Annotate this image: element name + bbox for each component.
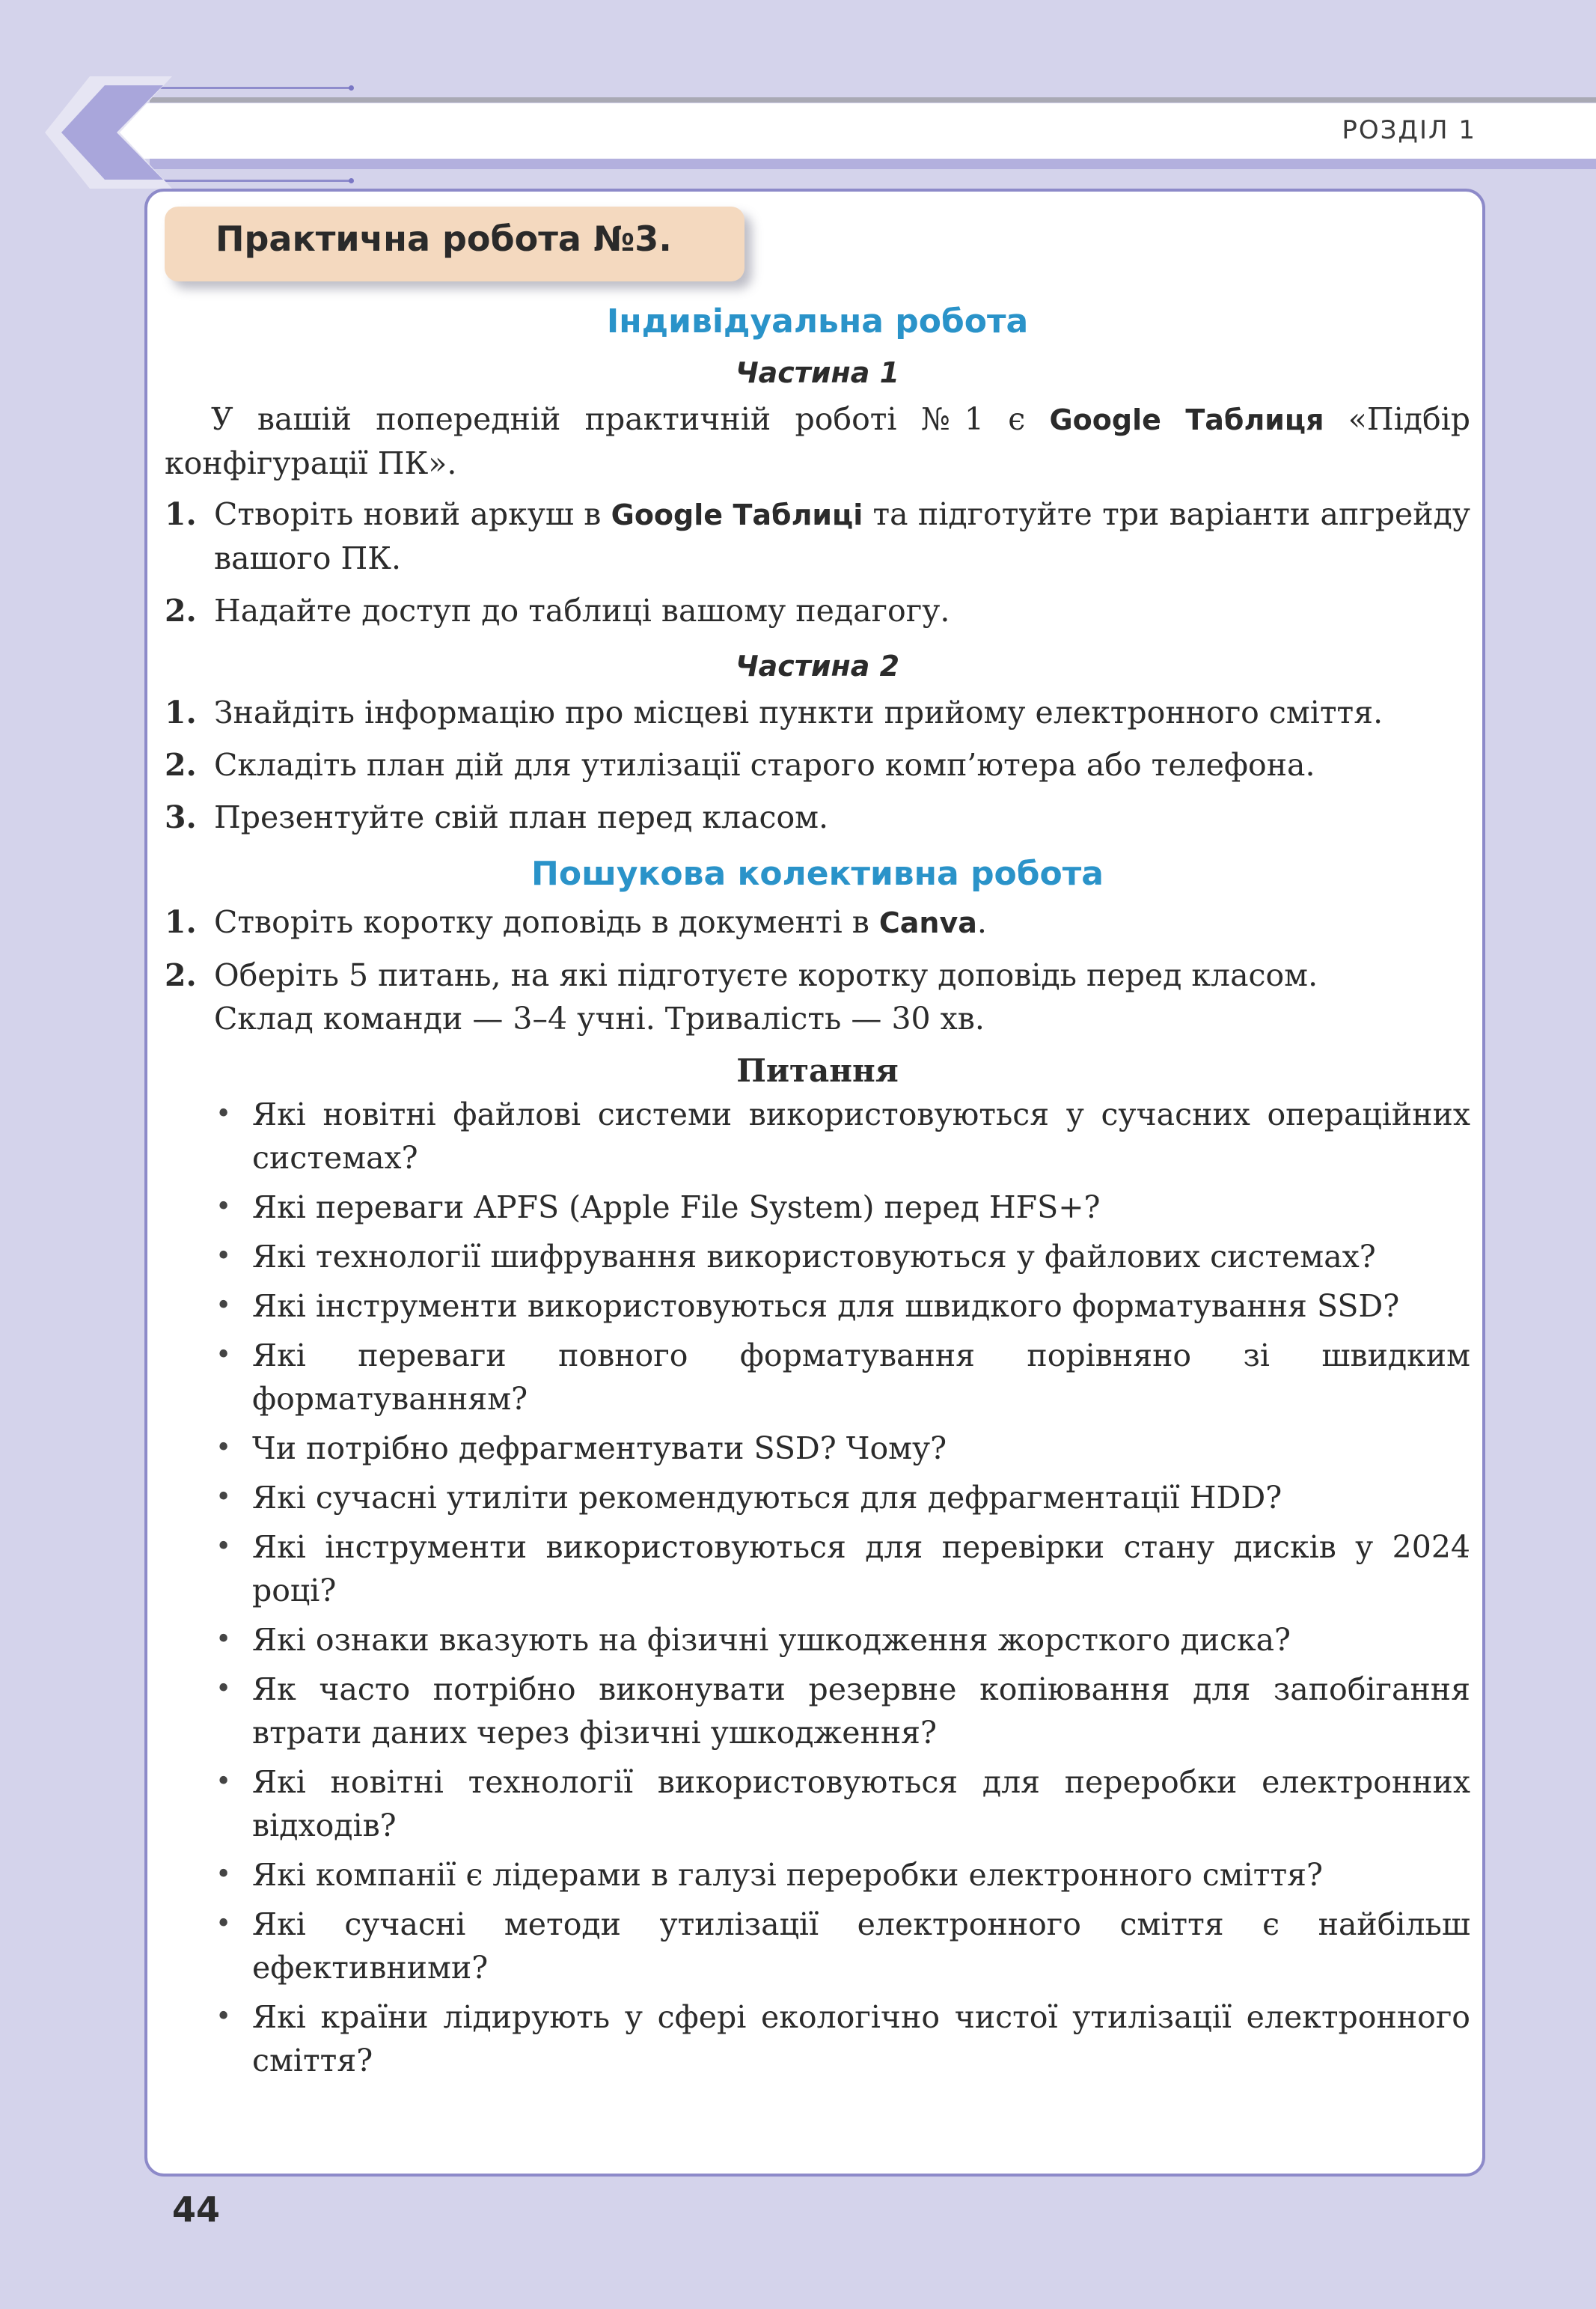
heading-collective: Пошукова колективна робота [531,855,1104,893]
question-item: • Як часто потрібно виконувати резервне копіювання для запобігання втрати даних через фізичні ушкодження? [165,1668,1470,1754]
list-item: 2. Оберіть 5 питань, на які підготуєте коротку доповідь перед класом. Склад команди — 3–4 учні. Тривалість — 30 хв. [165,957,1318,1037]
page-title: Практична робота №3. [215,219,672,259]
question-item: • Які переваги APFS (Apple File System) перед HFS+? [165,1186,1470,1229]
question-item: • Які новітні файлові системи використовуються у сучасних операційних системах? [165,1093,1470,1180]
question-item: • Які переваги повного форматування порівняно зі швидким форматуванням? [165,1334,1470,1421]
header-bottom-line [150,159,1596,169]
page-number: 44 [172,2189,221,2230]
question-item: • Які новітні технології використовуються для переробки електронних відходів? [165,1760,1470,1847]
header-deco-line-bottom [150,180,352,182]
intro-paragraph: У вашій попередній практичній роботі №1 є Google Таблиця «Підбір конфігурації ПК». [165,401,1470,481]
chevron-left-icon [45,69,172,196]
question-item: • Чи потрібно дефрагментувати SSD? Чому? [165,1427,1470,1470]
heading-questions: Питання [736,1052,899,1089]
list-item: 1. Створіть новий аркуш в Google Таблиці та підготуйте три варіанти апгрейду вашого ПК. [165,496,1470,576]
header-deco-line-top [150,87,352,89]
question-item: • Які компанії є лідерами в галузі переробки електронного сміття? [165,1853,1470,1897]
question-item: • Які ознаки вказують на фізичні ушкодження жорсткого диска? [165,1618,1470,1662]
heading-part-1: Частина 1 [735,356,900,389]
question-item: • Які інструменти використовуються для швидкого форматування SSD? [165,1284,1470,1328]
question-item: • Які сучасні утиліти рекомендуються для дефрагментації HDD? [165,1476,1470,1519]
heading-individual: Індивідуальна робота [606,302,1029,341]
list-item: 1. Знайдіть інформацію про місцеві пункти прийому електронного сміття. [165,695,1383,730]
list-item: 2. Надайте доступ до таблиці вашому педагогу. [165,593,950,629]
section-label: РОЗДІЛ 1 [1342,115,1476,145]
google-sheets-term: Google Таблиця [1049,403,1324,436]
question-item: • Які сучасні методи утилізації електронного сміття є найбільш ефективними? [165,1903,1470,1989]
question-item: • Які інструменти використовуються для перевірки стану дисків у 2024 році? [165,1525,1470,1612]
header-top-line [150,97,1596,103]
content [165,296,1470,2088]
list-item: 3. Презентуйте свій план перед класом. [165,799,829,835]
google-sheets-term: Google Таблиці [611,498,863,531]
list-item: 1. Створіть коротку доповідь в документі в Canva. [165,904,987,940]
question-item: • Які технології шифрування використовуються у файлових системах? [165,1235,1470,1278]
question-item: • Які країни лідирують у сфері екологічно чистої утилізації електронного сміття? [165,1995,1470,2082]
list-item: 2. Складіть план дій для утилізації старого комп’ютера або телефона. [165,747,1315,783]
canva-term: Canva [878,906,977,939]
header-deco-dot-bottom [349,178,354,183]
header-deco-dot-top [349,85,354,91]
heading-part-2: Частина 2 [735,650,900,683]
